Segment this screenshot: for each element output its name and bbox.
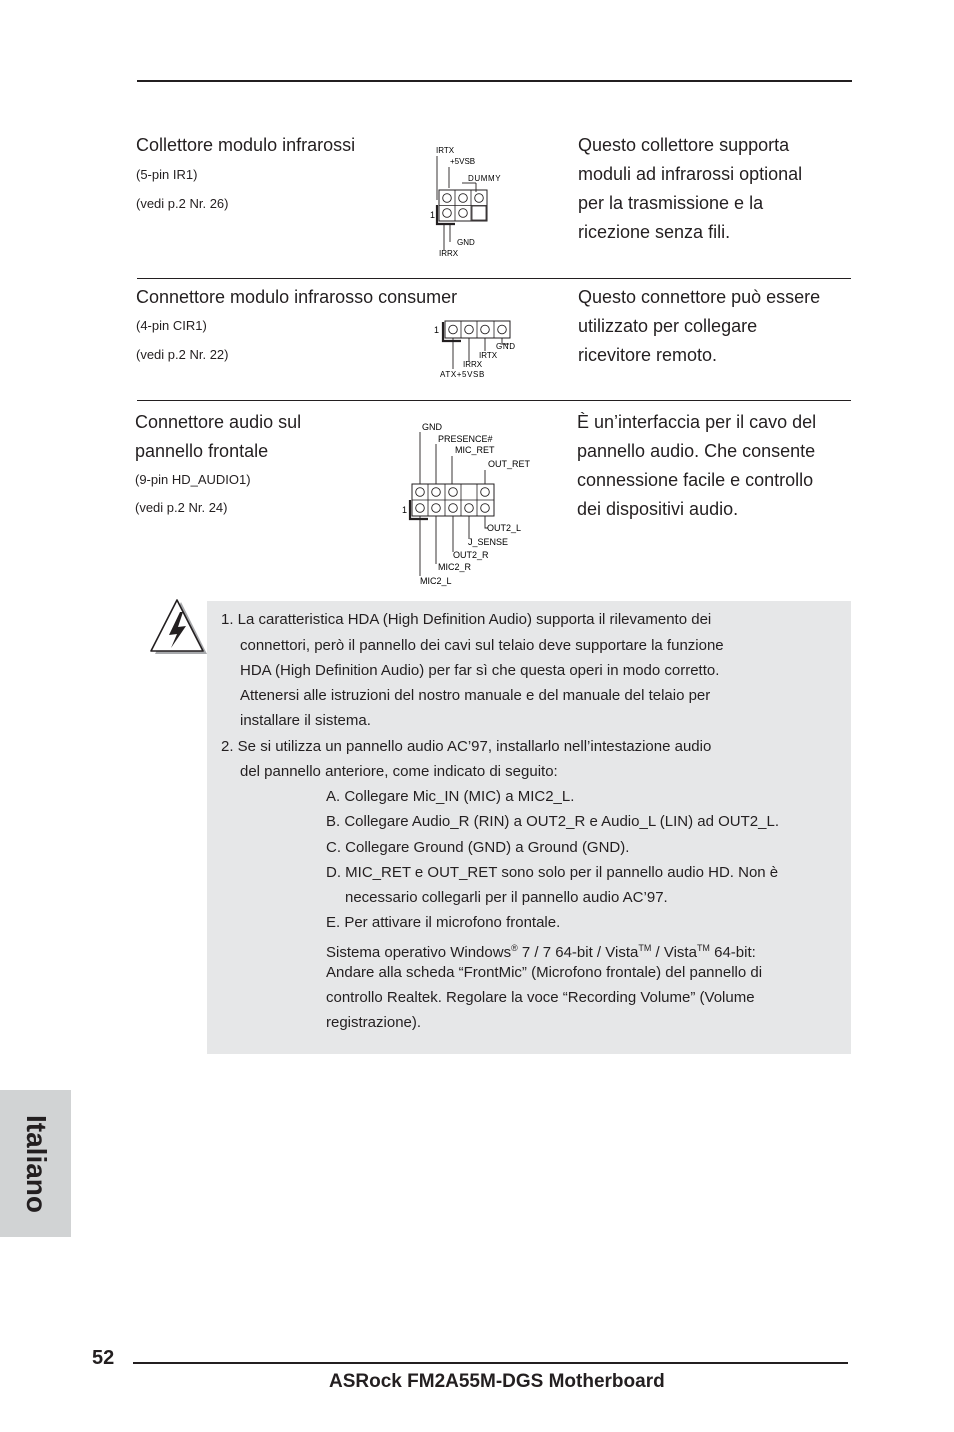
- note-2-step-e: E. Per attivare il microfono frontale.: [326, 914, 561, 931]
- hdaudio-label-mic2-l: MIC2_L: [420, 576, 452, 586]
- note-2-after-3: registrazione).: [326, 1014, 422, 1031]
- top-rule: [137, 80, 852, 82]
- hdaudio-title: Connettore audio sul pannello frontale: [135, 412, 302, 461]
- note-1-line-4: Attenersi alle istruzioni del nostro manuale e del manuale del telaio per: [240, 687, 711, 704]
- cir1-label-irtx: IRTX: [479, 351, 498, 360]
- hdaudio-label-pin1: 1: [402, 505, 408, 515]
- footer-title: ASRock FM2A55M-DGS Motherboard: [329, 1371, 665, 1392]
- cir1-label-pin1: 1: [434, 325, 440, 335]
- note-2-step-b: B. Collegare Audio_R (RIN) a OUT2_R e Audio_L (LIN) ad OUT2_L.: [326, 813, 779, 830]
- hdaudio-label-mic-ret: MIC_RET: [455, 445, 495, 455]
- ir1-description: Questo collettore supporta moduli ad infrarossi optional per la trasmissione e la ricezione senza fili.: [578, 135, 803, 242]
- hdaudio-pin-count: (9-pin HD_AUDIO1): [135, 472, 251, 487]
- note-2-step-a: A. Collegare Mic_IN (MIC) a MIC2_L.: [326, 788, 575, 805]
- cir1-label-gnd: GND: [496, 342, 516, 351]
- hdaudio-label-gnd: GND: [422, 422, 442, 432]
- note-2-line-1: 2. Se si utilizza un pannello audio AC’97, installarlo nell’intestazione audio: [221, 738, 712, 755]
- hdaudio-label-out2-r: OUT2_R: [453, 550, 489, 560]
- ir1-label-pin1: 1: [430, 210, 436, 220]
- note-1-line-3: HDA (High Definition Audio) per far sì che questa operi in modo corretto.: [240, 662, 720, 679]
- language-side-tab: [0, 1090, 71, 1237]
- hdaudio-label-presence: PRESENCE#: [438, 434, 493, 444]
- cir1-pin-count: (4-pin CIR1): [136, 318, 207, 333]
- note-1-line-5: installare il sistema.: [240, 712, 371, 729]
- hdaudio-label-out2-l: OUT2_L: [487, 523, 522, 533]
- note-1-line-2: connettori, però il pannello dei cavi sul telaio deve supportare la funzione: [240, 637, 724, 654]
- hdaudio-pin-diagram: [395, 418, 545, 590]
- ir1-label-dummy: DUMMY: [468, 174, 502, 183]
- note-2-after-1: Andare alla scheda “FrontMic” (Microfono frontale) del pannello di: [326, 964, 763, 981]
- ir1-label-gnd: GND: [457, 238, 475, 247]
- note-2-step-c: C. Collegare Ground (GND) a Ground (GND).: [326, 839, 630, 856]
- section-divider-2: [137, 400, 851, 401]
- language-side-tab-label: Italiano: [20, 1114, 52, 1213]
- note-2-step-d: D. MIC_RET e OUT_RET sono solo per il pannello audio HD. Non è: [326, 864, 779, 881]
- note-1-line-1: 1. La caratteristica HDA (High Definition Audio) supporta il rilevamento dei: [221, 611, 712, 628]
- hdaudio-label-mic2-r: MIC2_R: [438, 562, 472, 572]
- footer-rule: [133, 1362, 848, 1364]
- ir1-pin-diagram: [420, 138, 530, 263]
- ir1-label-irtx: IRTX: [436, 146, 455, 155]
- ir1-label-5vsb: +5VSB: [450, 157, 476, 166]
- cir1-label-atx5vsb: ATX+5VSB: [440, 370, 485, 379]
- hdaudio-label-out-ret: OUT_RET: [488, 459, 531, 469]
- note-2-os-line: Sistema operativo Windows® 7 / 7 64-bit / Vista™ / Vista™ 64-bit:: [326, 943, 756, 961]
- cir1-pin-diagram: [425, 314, 530, 384]
- hdaudio-page-ref: (vedi p.2 Nr. 24): [135, 500, 228, 515]
- warning-icon: [147, 598, 209, 658]
- note-2-line-2: del pannello anteriore, come indicato di seguito:: [240, 763, 558, 780]
- ir1-title: Collettore modulo infrarossi: [136, 135, 356, 155]
- cir1-page-ref: (vedi p.2 Nr. 22): [136, 347, 229, 362]
- section-divider-1: [137, 278, 851, 279]
- ir1-label-irrx: IRRX: [439, 249, 459, 258]
- note-2-step-d-cont: necessario collegarli per il pannello audio AC’97.: [345, 889, 668, 906]
- cir1-label-irrx: IRRX: [463, 360, 483, 369]
- hdaudio-description: È un’interfaccia per il cavo del pannello audio. Che consente connessione facile e controllo dei dispositivi audio.: [577, 412, 817, 519]
- hdaudio-label-j-sense: J_SENSE: [468, 537, 509, 547]
- ir1-pin-count: (5-pin IR1): [136, 167, 198, 182]
- page-number: 52: [92, 1347, 115, 1369]
- cir1-description: Questo connettore può essere utilizzato per collegare ricevitore remoto.: [578, 287, 821, 365]
- cir1-title: Connettore modulo infrarosso consumer: [136, 287, 458, 307]
- note-2-after-2: controllo Realtek. Regolare la voce “Recording Volume” (Volume: [326, 989, 755, 1006]
- ir1-page-ref: (vedi p.2 Nr. 26): [136, 196, 229, 211]
